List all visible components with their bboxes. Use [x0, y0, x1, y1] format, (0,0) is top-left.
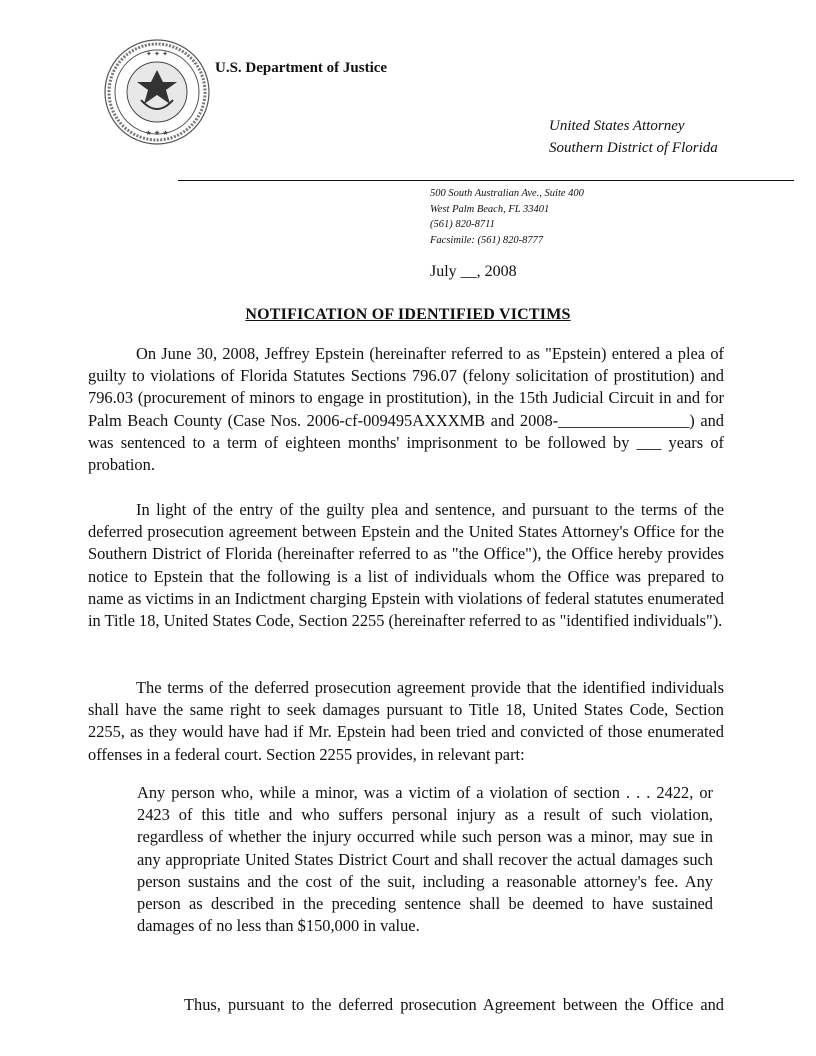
statute-quote-text: Any person who, while a minor, was a victim of a violation of section . . . 2422, or 2423 of this title and who suffers personal injury as a result of such violation, regardless of whether the injury occurred while such person was a minor, may sue in any appropriate United States District Court and shall recover the actual damages such person sustains and the cost of the suit, including a reasonable attorney's fee. Any person as described in the preceding sentence shall be deemed to have sustained damages of no less than $150,000 in value.	[137, 783, 713, 936]
letter-date: July __, 2008	[430, 263, 517, 280]
paragraph-4-text: Thus, pursuant to the deferred prosecution Agreement between the Office and	[184, 995, 724, 1014]
doj-seal-icon	[103, 38, 211, 146]
paragraph-1	[88, 343, 724, 476]
phone-number: (561) 820-8711	[430, 219, 495, 230]
office-address	[430, 186, 584, 248]
header-divider	[178, 180, 794, 181]
office-line-1: United States Attorney	[549, 118, 685, 134]
svg-text:★ ★ ★: ★ ★ ★	[145, 129, 169, 137]
address-line-2: West Palm Beach, FL 33401	[430, 203, 550, 215]
fax-number: Facsimile: (561) 820-8777	[430, 234, 544, 246]
office-line-2: Southern District of Florida	[549, 140, 718, 156]
paragraph-2-text: In light of the entry of the guilty plea and sentence, and pursuant to the terms of the deferred prosecution agreement between Epstein and the United States Attorney's Office for the Southern District of Florida (hereinafter referred to as "the Office"), the Office hereby provides notice to Epstein that the following is a list of individuals whom the Office was prepared to name as victims in an Indictment charging Epstein with violations of federal statutes enumerated in Title 18, United States Code, Section 2255 (hereinafter referred to as "identified individuals").	[88, 500, 724, 631]
statute-quote	[137, 782, 713, 937]
paragraph-3-text: The terms of the deferred prosecution agreement provide that the identified individuals shall have the same right to seek damages pursuant to Title 18, United States Code, Section 2255, as they would have had if Mr. Epstein had been tried and convicted of those enumerated offenses in a federal court. Section 2255 provides, in relevant part:	[88, 678, 724, 764]
paragraph-3	[88, 677, 724, 766]
department-name: U.S. Department of Justice	[215, 60, 388, 76]
office-name	[549, 115, 718, 159]
paragraph-1-text: On June 30, 2008, Jeffrey Epstein (hereinafter referred to as "Epstein) entered a plea of guilty to violations of Florida Statutes Sections 796.07 (felony solicitation of prostitution) and 796.03 (procurement of minors to engage in prostitution), in the 15th Judicial Circuit in and for Palm Beach County (Case Nos. 2006-cf-009495AXXXMB and 2008-________________) and was sentenced to a term of eighteen months' imprisonment to be followed by ___ years of probation.	[88, 344, 724, 475]
paragraph-2	[88, 499, 724, 632]
paragraph-4	[88, 994, 724, 1016]
svg-text:✦ ✦ ✦: ✦ ✦ ✦	[145, 50, 169, 58]
address-line-1: 500 South Australian Ave., Suite 400	[430, 188, 584, 199]
document-title: NOTIFICATION OF IDENTIFIED VICTIMS	[245, 306, 571, 323]
